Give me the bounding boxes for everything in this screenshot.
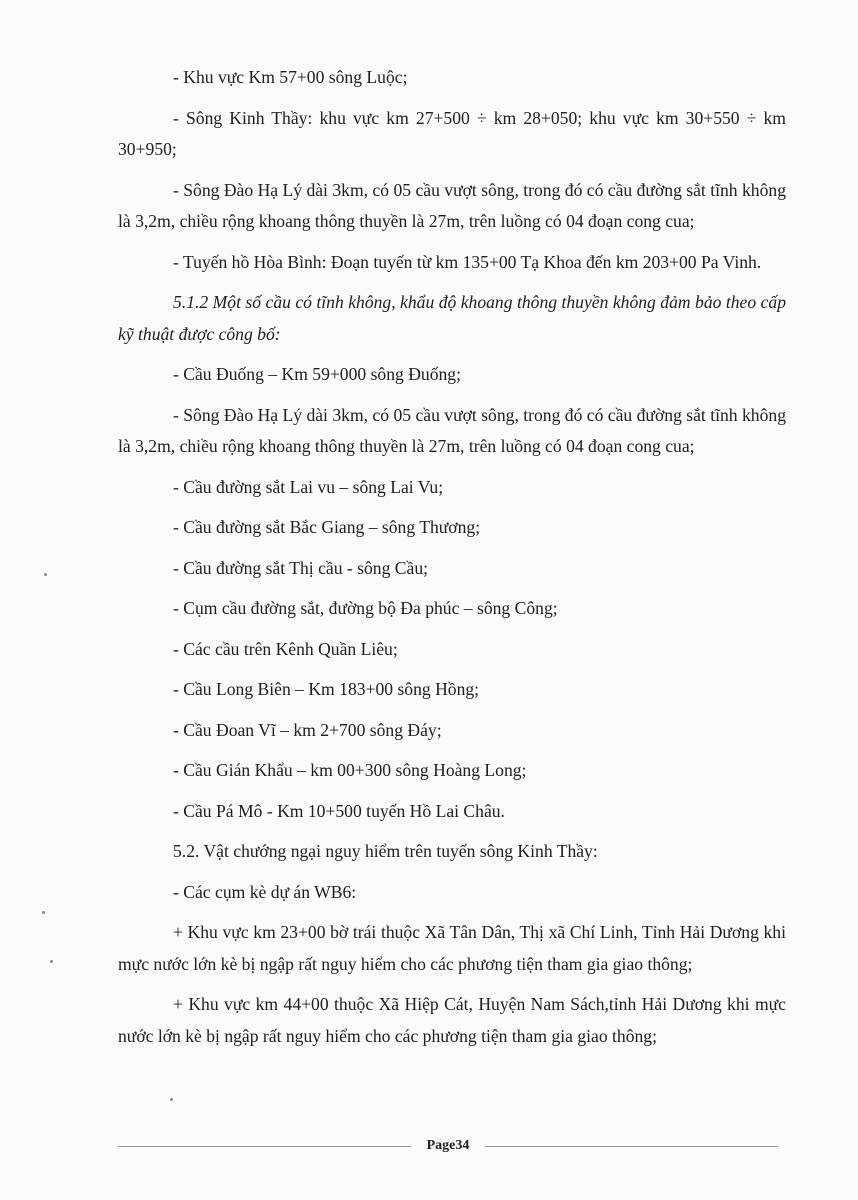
scan-speck [44, 573, 47, 576]
scan-speck [42, 911, 45, 914]
footer-rule-right [485, 1146, 778, 1147]
paragraph: - Tuyến hồ Hòa Bình: Đoạn tuyến từ km 135+00 Tạ Khoa đến km 203+00 Pa Vinh. [173, 251, 762, 272]
paragraph: - Cầu đường sắt Lai vu – sông Lai Vu; [173, 476, 444, 497]
paragraph: 5.1.2 Một số cầu có tĩnh không, khẩu độ khoang thông thuyền không đảm bảo theo cấp kỹ thuật được công bố: [118, 292, 786, 344]
paragraph: - Cầu đường sắt Bắc Giang – sông Thương; [173, 517, 481, 537]
paragraph: - Cầu đường sắt Thị cầu - sông Cầu; [173, 557, 429, 578]
paragraph: - Cầu Long Biên – Km 183+00 sông Hồng; [173, 679, 480, 699]
paragraph: + Khu vực km 23+00 bờ trái thuộc Xã Tân Dân, Thị xã Chí Linh, Tỉnh Hải Dương khi mực nước lớn kè bị ngập rất nguy hiểm cho các phương tiện tham gia giao thông; [118, 922, 786, 974]
scan-speck [170, 1098, 173, 1101]
paragraph: - Các cầu trên Kênh Quần Liêu; [173, 638, 398, 659]
paragraph: - Các cụm kè dự án WB6: [173, 881, 357, 902]
paragraph: - Cụm cầu đường sắt, đường bộ Đa phúc – sông Công; [173, 598, 558, 618]
paragraph: - Sông Đào Hạ Lý dài 3km, có 05 cầu vượt sông, trong đó có cầu đường sắt tĩnh không là 3,2m, chiều rộng khoang thông thuyền là 27m, trên luồng có 04 đoạn cong cua; [118, 404, 786, 456]
paragraph: - Cầu Pá Mô - Km 10+500 tuyến Hồ Lai Châu. [173, 800, 505, 821]
paragraph: - Sông Kinh Thầy: khu vực km 27+500 ÷ km 28+050; khu vực km 30+550 ÷ km 30+950; [118, 107, 786, 159]
page-footer [118, 1135, 778, 1157]
paragraph: - Sông Đào Hạ Lý dài 3km, có 05 cầu vượt sông, trong đó có cầu đường sắt tĩnh không là 3,2m, chiều rộng khoang thông thuyền là 27m, trên luồng có 04 đoạn cong cua; [118, 179, 786, 231]
document-body [118, 62, 786, 1061]
paragraph: - Cầu Gián Khẩu – km 00+300 sông Hoàng Long; [173, 760, 527, 780]
scan-speck [50, 960, 53, 963]
paragraph: - Khu vực Km 57+00 sông Luộc; [173, 67, 408, 87]
paragraph: - Cầu Đuống – Km 59+000 sông Đuống; [173, 364, 461, 384]
paragraph: - Cầu Đoan Vĩ – km 2+700 sông Đáy; [173, 719, 442, 740]
paragraph: + Khu vực km 44+00 thuộc Xã Hiệp Cát, Huyện Nam Sách,tỉnh Hải Dương khi mực nước lớn kè bị ngập rất nguy hiểm cho các phương tiện tham gia giao thông; [118, 994, 786, 1046]
paragraph: 5.2. Vật chướng ngại nguy hiểm trên tuyến sông Kinh Thầy: [173, 841, 598, 861]
page-number: Page34 [426, 1138, 470, 1153]
footer-rule-left [118, 1146, 411, 1147]
